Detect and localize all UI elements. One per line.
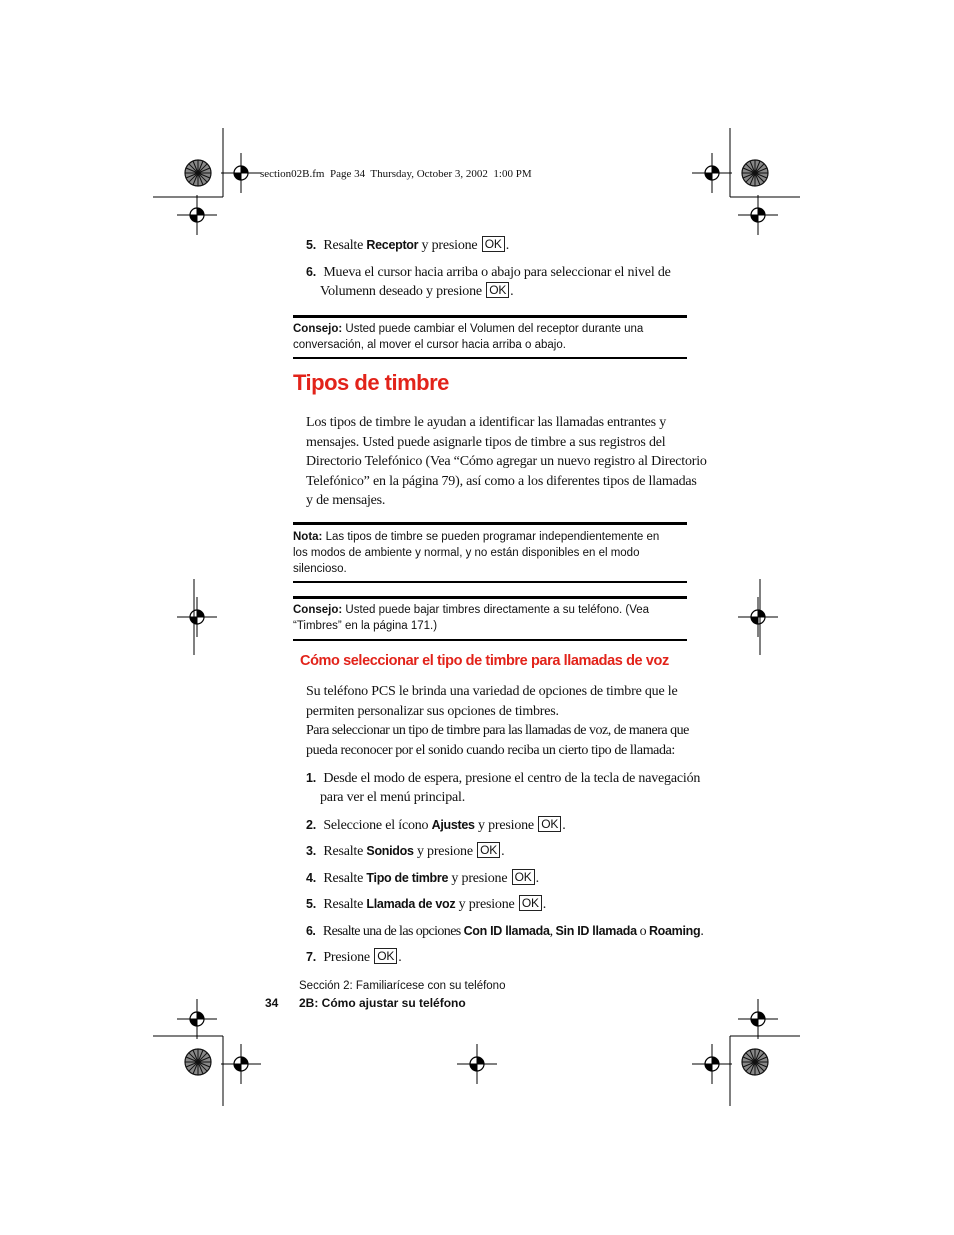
tip2-bottom-rule: [293, 639, 687, 641]
starburst-target-icon: [185, 1049, 211, 1075]
ok-key-icon: OK: [512, 869, 535, 885]
step-7: 7. Presione OK .: [306, 949, 402, 965]
intro-paragraph: Los tipos de timbre le ayudan a identificar las llamadas entrantes y mensajes. Usted puede asignarle tipos de timbre a sus registros del Directorio Telefónico (Vea “Cómo agregar un nuevo registro al Directorio Telefónico” en la página 79), así como a los diferentes tipos de llamadas y de mensajes.: [306, 415, 707, 509]
page-number: 34: [265, 996, 279, 1010]
starburst-target-icon: [185, 160, 211, 186]
footer-chapter: 2B: Cómo ajustar su teléfono: [299, 996, 466, 1010]
registration-mark-icon: [692, 1044, 732, 1084]
step-4: 4. Resalte Tipo de timbre y presione OK .: [306, 870, 539, 886]
section-title: Tipos de timbre: [293, 370, 449, 395]
registration-mark-icon: [692, 153, 732, 193]
tip-bottom-rule: [293, 357, 687, 359]
registration-mark-icon: [177, 999, 217, 1039]
step-1: 1. Desde el modo de espera, presione el centro de la tecla de navegación: [306, 771, 701, 786]
sub-paragraph: Su teléfono PCS le brinda una variedad de opciones de timbre que le permiten personalizar sus opciones de timbres. Para seleccionar un tipo de timbre para las llamadas de voz, de manera que pueda reconocer por el sonido cuando reciba un cierto tipo de llamada:: [306, 684, 689, 758]
print-header: section02B.fm Page 34 Thursday, October 3, 2002 1:00 PM: [260, 168, 532, 180]
tip-box-1: Consejo: Usted puede cambiar el Volumen del receptor durante una conversación, al mover el cursor hacia arriba o abajo.: [293, 323, 644, 351]
note-box: Nota: Las tipos de timbre se pueden programar independientemente en los modos de ambiente y normal, y no están disponibles en el modo silencioso.: [293, 531, 660, 575]
ok-key-icon: OK: [477, 842, 500, 858]
ok-key-icon: OK: [538, 816, 561, 832]
registration-mark-icon: [738, 195, 778, 235]
registration-mark-icon: [457, 1044, 497, 1084]
step-6: 6. Resalte una de las opciones Con ID llamada, Sin ID llamada o Roaming.: [306, 924, 704, 939]
step-3: 3. Resalte Sonidos y presione OK .: [306, 843, 505, 859]
tip-top-rule: [293, 315, 687, 318]
note-top-rule: [293, 522, 687, 525]
ok-key-icon: OK: [519, 895, 542, 911]
subsection-title: Cómo seleccionar el tipo de timbre para llamadas de voz: [300, 653, 669, 669]
registration-mark-icon: [177, 597, 217, 637]
step-5: 5. Resalte Llamada de voz y presione OK .: [306, 896, 547, 912]
ok-key-icon: OK: [482, 236, 505, 252]
starburst-target-icon: [742, 160, 768, 186]
footer-section: Sección 2: Familiarícese con su teléfono: [299, 980, 506, 992]
registration-mark-icon: [221, 153, 261, 193]
tip2-top-rule: [293, 596, 687, 599]
step-2: 2. Seleccione el ícono Ajustes y presione OK .: [306, 817, 566, 833]
step-6-top-line2: Volumenn deseado y presione OK .: [320, 283, 514, 299]
step-5-top: 5. Resalte Receptor y presione OK .: [306, 237, 509, 253]
tip-box-2: Consejo: Usted puede bajar timbres directamente a su teléfono. (Vea “Timbres” en la página 171.): [293, 604, 650, 632]
step-6-top: 6. Mueva el cursor hacia arriba o abajo para seleccionar el nivel de: [306, 265, 671, 280]
registration-mark-icon: [738, 999, 778, 1039]
step-1-line2: para ver el menú principal.: [320, 790, 466, 805]
ok-key-icon: OK: [486, 282, 509, 298]
ok-key-icon: OK: [374, 948, 397, 964]
registration-mark-icon: [177, 195, 217, 235]
registration-mark-icon: [221, 1044, 261, 1084]
note-bottom-rule: [293, 581, 687, 583]
registration-mark-icon: [738, 597, 778, 637]
starburst-target-icon: [742, 1049, 768, 1075]
